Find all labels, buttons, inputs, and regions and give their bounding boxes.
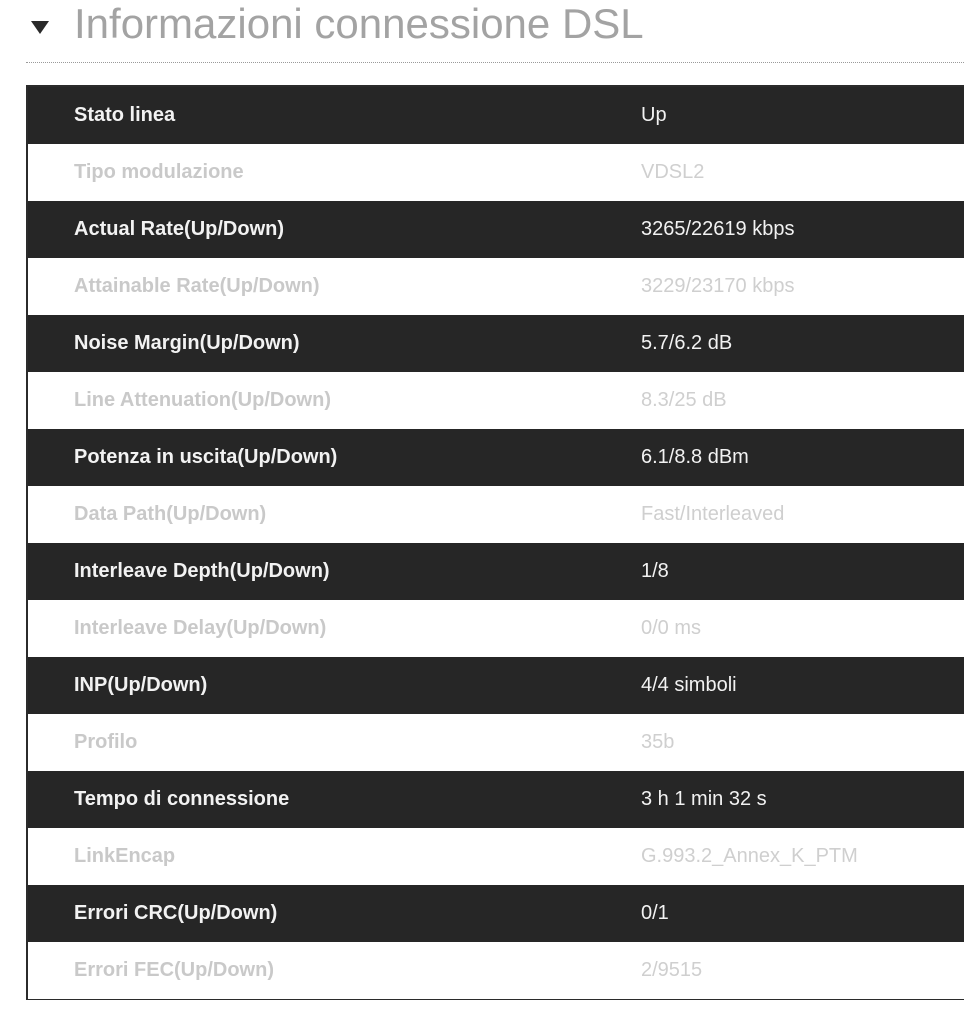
row-value: 5.7/6.2 dB: [641, 332, 733, 354]
row-value: 0/0 ms: [641, 617, 702, 639]
row-label: Profilo: [74, 731, 138, 753]
collapse-toggle[interactable]: [28, 10, 52, 40]
row-value: G.993.2_Annex_K_PTM: [641, 845, 858, 867]
row-value: 3 h 1 min 32 s: [641, 788, 767, 810]
row-value: Up: [641, 104, 667, 126]
section-title: Informazioni connessione DSL: [74, 0, 644, 47]
table-row: [28, 543, 964, 600]
row-label: Data Path(Up/Down): [74, 503, 267, 525]
row-label: Errori CRC(Up/Down): [74, 902, 278, 924]
row-label: Attainable Rate(Up/Down): [74, 275, 320, 297]
row-label: INP(Up/Down): [74, 674, 208, 696]
table-row: [28, 201, 964, 258]
row-label: Stato linea: [74, 104, 176, 126]
table-row: [28, 600, 964, 657]
row-label: Tempo di connessione: [74, 788, 290, 810]
row-label: Potenza in uscita(Up/Down): [74, 446, 338, 468]
row-label: Tipo modulazione: [74, 161, 244, 183]
row-label: Errori FEC(Up/Down): [74, 959, 274, 981]
table-row: [28, 942, 964, 999]
dotted-divider: [26, 62, 964, 63]
table-row: [28, 144, 964, 201]
table-row: [28, 315, 964, 372]
table-row: [28, 657, 964, 714]
row-value: VDSL2: [641, 161, 705, 183]
table-row: [28, 429, 964, 486]
row-value: 0/1: [641, 902, 669, 924]
triangle-down-icon: [28, 10, 52, 40]
row-label: LinkEncap: [74, 845, 176, 867]
row-value: 6.1/8.8 dBm: [641, 446, 749, 468]
table-row: [28, 87, 964, 144]
row-value: 3229/23170 kbps: [641, 275, 795, 297]
row-label: Interleave Depth(Up/Down): [74, 560, 330, 582]
row-value: 8.3/25 dB: [641, 389, 727, 411]
row-value: 3265/22619 kbps: [641, 218, 795, 240]
table-row: [28, 771, 964, 828]
section-header: [0, 0, 964, 64]
dsl-info-table: [26, 85, 964, 1000]
row-label: Actual Rate(Up/Down): [74, 218, 284, 240]
row-value: 4/4 simboli: [641, 674, 737, 696]
table-row: [28, 258, 964, 315]
row-value: 1/8: [641, 560, 669, 582]
row-label: Line Attenuation(Up/Down): [74, 389, 331, 411]
table-row: [28, 828, 964, 885]
table-row: [28, 486, 964, 543]
row-value: 35b: [641, 731, 675, 753]
row-label: Noise Margin(Up/Down): [74, 332, 300, 354]
table-row: [28, 714, 964, 771]
row-value: Fast/Interleaved: [641, 503, 785, 525]
table-row: [28, 885, 964, 942]
row-label: Interleave Delay(Up/Down): [74, 617, 327, 639]
table-row: [28, 372, 964, 429]
row-value: 2/9515: [641, 959, 703, 981]
